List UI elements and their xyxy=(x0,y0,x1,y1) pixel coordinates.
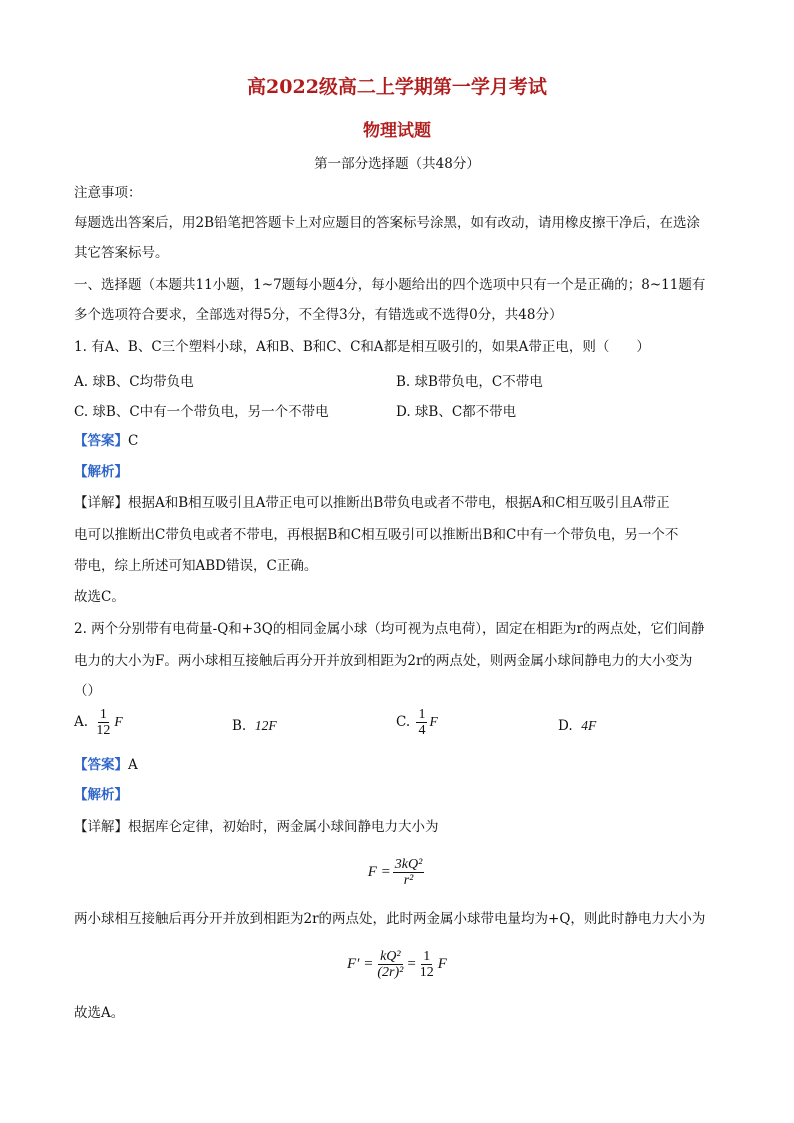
denominator: (2r)² xyxy=(377,964,404,980)
section-heading: 第一部分选择题（共48分） xyxy=(314,156,480,172)
q1-option-b: B. 球B带负电，C不带电 xyxy=(396,374,543,390)
subject-title: 物理试题 xyxy=(363,121,431,141)
q2-option-d xyxy=(558,718,596,734)
q2-detail-line-1 xyxy=(74,818,439,836)
formula-2-fraction-2 xyxy=(418,949,436,980)
q1-stem: 1. 有A、B、C三个塑料小球，A和B、B和C、C和A都是相互吸引的，如果A带正电，则（ ） xyxy=(74,339,650,355)
q2-option-a-label: A. xyxy=(74,714,89,730)
notice-line-1: 每题选出答案后，用2B铅笔把答题卡上对应题目的答案标号涂黑，如有改动，请用橡皮擦干净后，在选涂 xyxy=(74,215,701,231)
formula-1 xyxy=(0,850,794,894)
q2-answer: A xyxy=(128,757,138,773)
q2-analysis-line xyxy=(74,786,128,804)
q2-option-c-var: F xyxy=(429,714,438,729)
denominator: 12 xyxy=(419,964,434,980)
analysis-tag: 【解析】 xyxy=(74,787,128,803)
q2-option-c-fraction xyxy=(416,707,427,738)
formula-2-lhs: F′ = xyxy=(347,955,374,972)
q1-option-c: C. 球B、C中有一个带负电，另一个不带电 xyxy=(74,404,329,420)
detail-tag: 【详解】 xyxy=(74,495,128,511)
numerator: 1 xyxy=(99,707,107,722)
q2-option-d-text: 4F xyxy=(581,718,597,733)
q2-option-d-label: D. xyxy=(558,718,573,734)
q1-answer: C xyxy=(128,433,139,449)
q2-option-b-label: B. xyxy=(232,718,247,734)
exam-title: 高2022级高二上学期第一学月考试 xyxy=(247,76,547,98)
notice-heading: 注意事项： xyxy=(74,185,142,201)
analysis-tag: 【解析】 xyxy=(74,464,128,480)
formula-2-fraction-1 xyxy=(375,949,405,980)
q1-detail-1: 根据A和B相互吸引且A带正电可以推断出B带负电或者不带电，根据A和C相互吸引且A带正 xyxy=(128,495,670,511)
numerator: 1 xyxy=(418,707,426,722)
q1-detail-line-2: 电可以推断出C带负电或者不带电，再根据B和C相互吸引可以推断出B和C中有一个带负电，另一个不 xyxy=(74,527,679,543)
q1-conclusion: 故选C。 xyxy=(74,589,125,605)
denominator: 4 xyxy=(418,723,426,738)
formula-2-equals: = xyxy=(407,955,416,972)
notice-line-2: 其它答案标号。 xyxy=(74,245,169,261)
q2-option-a-fraction xyxy=(94,707,112,738)
q1-option-a: A. 球B、C均带负电 xyxy=(74,374,194,390)
q2-option-c-label: C. xyxy=(396,714,411,730)
numerator: 1 xyxy=(423,948,431,964)
q2-detail-line-2: 两小球相互接触后再分开并放到相距为2r的两点处，此时两金属小球带电量均为+Q，则此时静电力大小为 xyxy=(74,911,706,927)
q2-option-a-var: F xyxy=(114,714,123,729)
q2-stem-3: （） xyxy=(74,683,101,699)
formula-2 xyxy=(0,940,794,988)
q2-option-a xyxy=(74,707,123,738)
answer-tag: 【答案】 xyxy=(74,433,128,449)
numerator: kQ² xyxy=(380,948,401,964)
q2-option-b-text: 12F xyxy=(254,718,277,733)
part1-line-1: 一、选择题（本题共11小题，1~7题每小题4分，每小题给出的四个选项中只有一个是正确的；8~11题有 xyxy=(74,277,706,293)
numerator: 3kQ² xyxy=(394,856,423,872)
part1-line-2: 多个选项符合要求，全部选对得5分，不全得3分，有错选或不选得0分，共48分） xyxy=(74,307,563,323)
q1-analysis-line xyxy=(74,463,128,481)
q1-option-d: D. 球B、C都不带电 xyxy=(396,404,517,420)
answer-tag: 【答案】 xyxy=(74,757,128,773)
denominator: 12 xyxy=(96,723,111,738)
denominator: r² xyxy=(403,872,414,888)
q2-conclusion: 故选A。 xyxy=(74,1005,125,1021)
q2-answer-line xyxy=(74,756,138,774)
q1-answer-line xyxy=(74,432,138,450)
q2-option-c xyxy=(396,707,438,738)
formula-1-lhs: F = xyxy=(367,863,391,880)
q2-stem-2: 电力的大小为F。两小球相互接触后再分开并放到相距为2r的两点处，则两金属小球间静电力的大小变为 xyxy=(74,653,693,669)
q1-detail-line-1 xyxy=(74,494,670,512)
q2-detail-1: 根据库仑定律，初始时，两金属小球间静电力大小为 xyxy=(128,819,439,835)
detail-tag: 【详解】 xyxy=(74,819,128,835)
q1-detail-line-3: 带电，综上所述可知ABD错误，C正确。 xyxy=(74,558,318,574)
q2-stem-1: 2. 两个分别带有电荷量-Q和+3Q的相同金属小球（均可视为点电荷），固定在相距为r的两点处，它们间静 xyxy=(74,621,705,637)
q2-option-b xyxy=(232,718,277,734)
formula-2-var: F xyxy=(437,955,447,972)
formula-1-fraction xyxy=(393,857,425,888)
